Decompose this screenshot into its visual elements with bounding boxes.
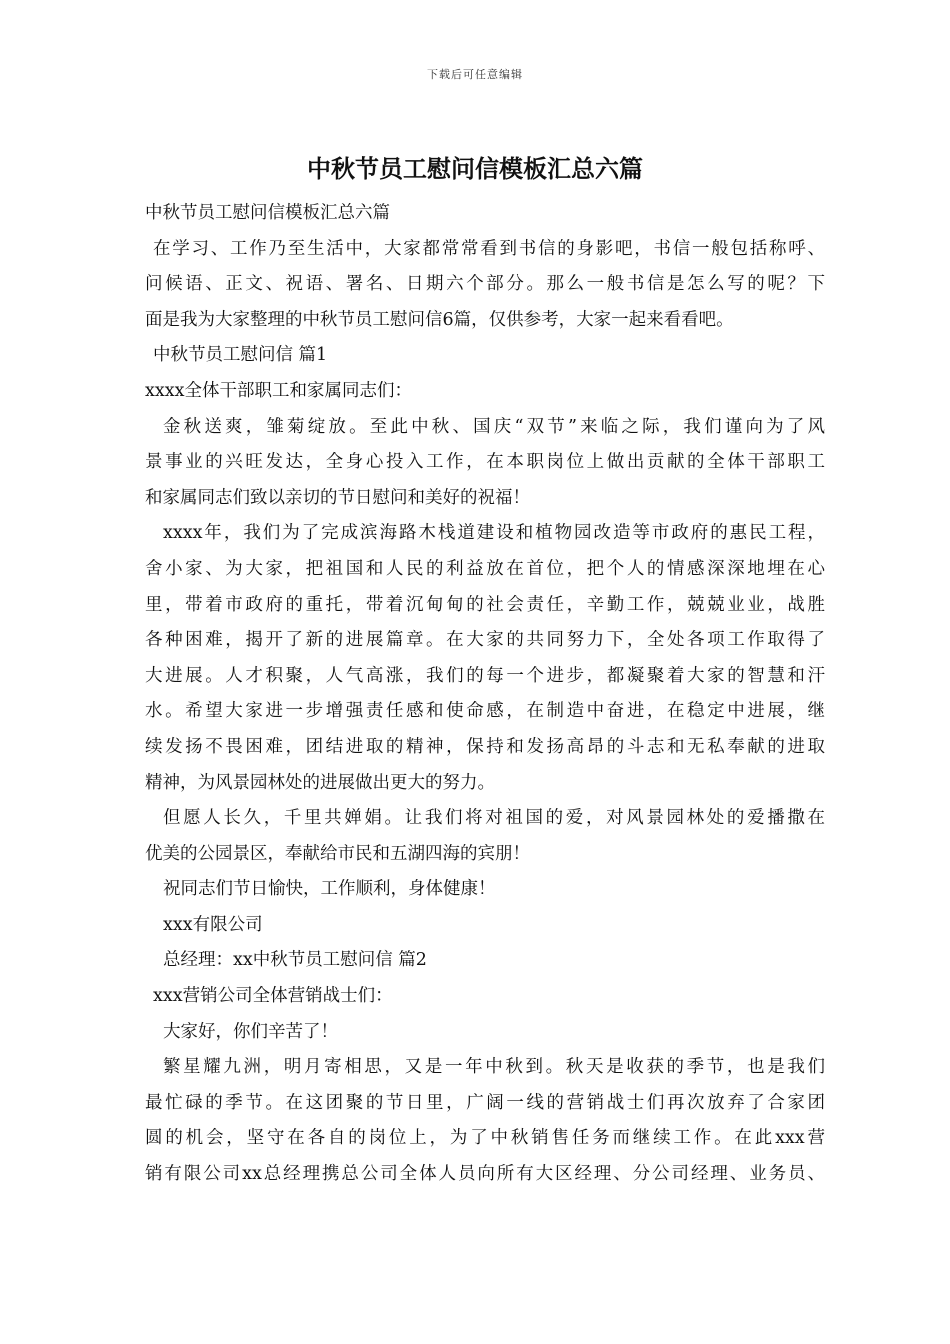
text-line: 中秋节员工慰问信 篇1	[153, 345, 328, 366]
text-line: 繁星耀九洲，明月寄相思，又是一年中秋到。秋天是收获的季节，也是我们	[163, 1057, 825, 1078]
text-line: xxxx年，我们为了完成滨海路木栈道建设和植物园改造等市政府的惠民工程，	[163, 523, 825, 544]
text-line: 最忙碌的季节。在这团聚的节日里，广阔一线的营销战士们再次放弃了合家团	[145, 1092, 825, 1113]
text-line: xxx营销公司全体营销战士们：	[153, 986, 393, 1007]
text-line: 续发扬不畏困难，团结进取的精神，保持和发扬高昂的斗志和无私奉献的进取	[145, 736, 825, 757]
document-body	[145, 196, 825, 1193]
text-line: 销有限公司xx总经理携总公司全体人员向所有大区经理、分公司经理、业务员、	[145, 1164, 825, 1185]
text-line: 景事业的兴旺发达，全身心投入工作，在本职岗位上做出贡献的全体干部职工	[145, 452, 825, 473]
text-line: 金秋送爽，雏菊绽放。至此中秋、国庆“双节”来临之际，我们谨向为了风	[163, 416, 825, 437]
text-line: 大家好，你们辛苦了！	[163, 1021, 338, 1042]
text-line: 圆的机会，坚守在各自的岗位上，为了中秋销售任务而继续工作。在此xxx营	[145, 1128, 825, 1149]
text-line: 里，带着市政府的重托，带着沉甸甸的社会责任，辛勤工作，兢兢业业，战胜	[145, 594, 825, 615]
text-line: 各种困难，揭开了新的进展篇章。在大家的共同努力下，全处各项工作取得了	[145, 630, 825, 651]
text-line: 但愿人长久，千里共婵娟。让我们将对祖国的爱，对风景园林处的爱播撒在	[163, 808, 825, 829]
text-line: 总经理：xx中秋节员工慰问信 篇2	[163, 950, 427, 971]
document-title: 中秋节员工慰问信模板汇总六篇	[307, 154, 643, 183]
text-line: 优美的公园景区，奉献给市民和五湖四海的宾朋！	[145, 843, 530, 864]
text-line: 大进展。人才积聚，人气高涨，我们的每一个进步，都凝聚着大家的智慧和汗	[145, 665, 825, 686]
text-line: 精神，为风景园林处的进展做出更大的努力。	[145, 772, 495, 793]
text-line: 舍小家、为大家，把祖国和人民的利益放在首位，把个人的情感深深地埋在心	[145, 558, 825, 579]
text-line: 祝同志们节日愉快，工作顺利，身体健康！	[163, 879, 496, 900]
text-line: 和家属同志们致以亲切的节日慰问和美好的祝福！	[145, 487, 530, 508]
text-line: 面是我为大家整理的中秋节员工慰问信6篇，仅供参考，大家一起来看看吧。	[145, 309, 734, 330]
text-line: xxxx全体干部职工和家属同志们：	[145, 380, 412, 401]
page-header-note: 下载后可任意编辑	[427, 68, 523, 81]
text-line: xxx有限公司	[163, 914, 263, 935]
text-line: 在学习、工作乃至生活中，大家都常常看到书信的身影吧，书信一般包括称呼、	[153, 238, 825, 259]
text-line: 中秋节员工慰问信模板汇总六篇	[145, 203, 390, 223]
text-line: 水。希望大家进一步增强责任感和使命感，在制造中奋进，在稳定中进展，继	[145, 701, 825, 722]
text-line: 问候语、正文、祝语、署名、日期六个部分。那么一般书信是怎么写的呢？下	[145, 274, 825, 295]
